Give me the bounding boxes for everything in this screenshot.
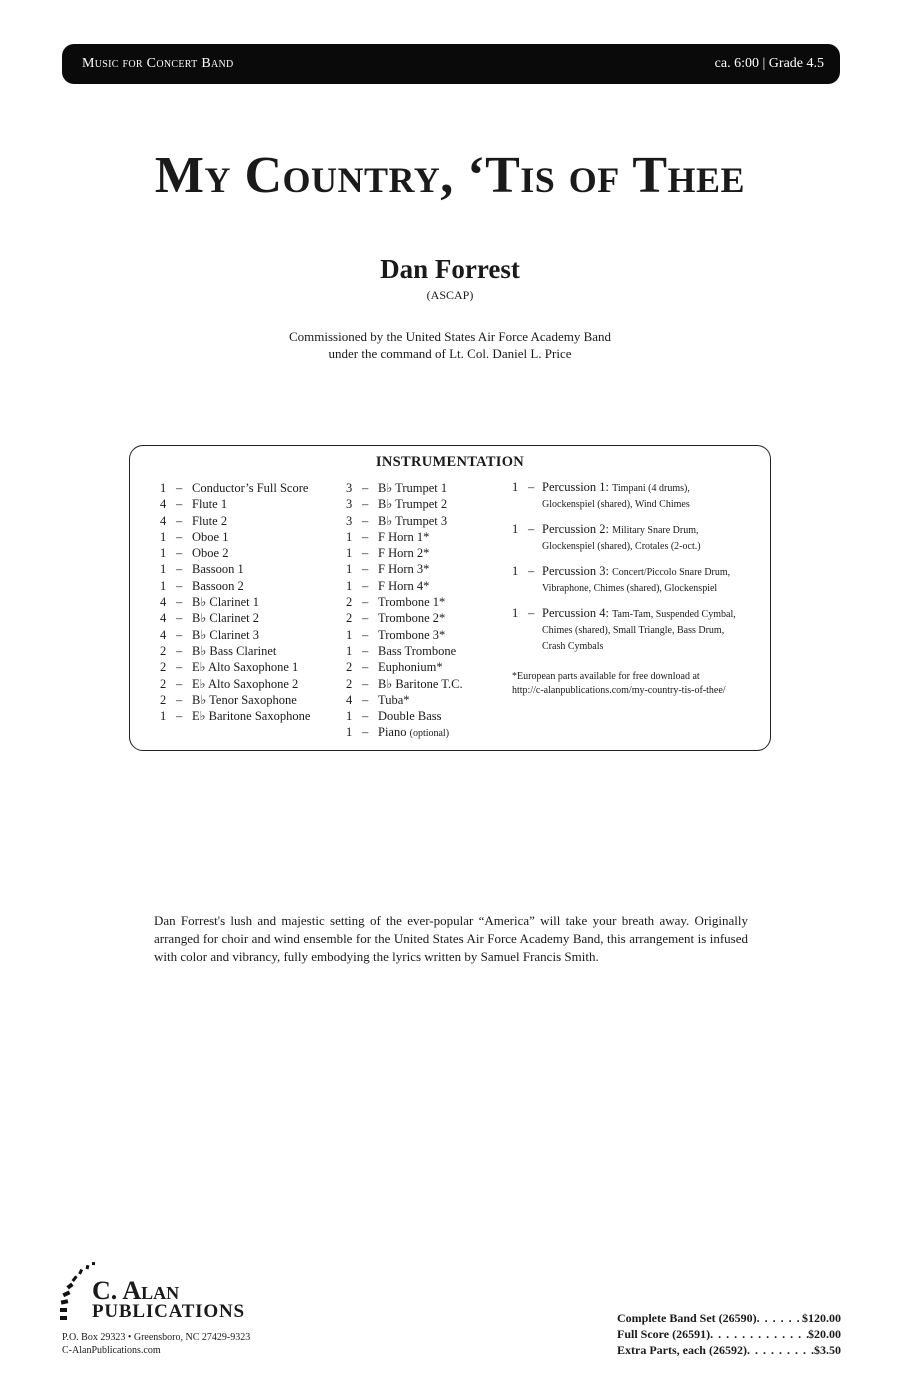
banner-duration-grade: ca. 6:00 | Grade 4.5 <box>714 56 824 71</box>
instrument-row: 1 – F Horn 1* <box>346 529 430 544</box>
page-title: My Country, ‘Tis of Thee <box>154 147 746 204</box>
description-paragraph: Dan Forrest's lush and majestic setting of the ever-popular “America” will take your breath away. Originally arranged for choir and wind ensemble for the United States Air Force Academy Band, this arrangement is infused with color and vibrancy, fully embodying the lyrics written by Samuel Francis Smith. <box>154 913 748 964</box>
publisher-name: C. Alan <box>92 1276 180 1305</box>
instrument-row: 1 – Trombone 3* <box>346 627 446 642</box>
instrument-row: 2 – B♭ Baritone T.C. <box>346 676 463 691</box>
percussion-row: 1 – Percussion 2: Military Snare Drum, Glockenspiel (shared), Crotales (2-oct.) <box>512 522 701 552</box>
instrument-row: 1 – Bassoon 1 <box>160 562 244 577</box>
instrument-row: 4 – B♭ Clarinet 1 <box>160 595 259 610</box>
instrument-row: 4 – Flute 2 <box>160 513 228 528</box>
instrument-row: 4 – B♭ Clarinet 2 <box>160 611 259 626</box>
instrument-row: 3 – B♭ Trumpet 3 <box>346 513 448 528</box>
instrumentation-heading: INSTRUMENTATION <box>375 454 525 470</box>
instrument-row: 1 – Bass Trombone <box>346 643 457 658</box>
instrumentation-column-woodwinds <box>160 480 310 724</box>
percussion-row: 1 – Percussion 1: Timpani (4 drums), Glockenspiel (shared), Wind Chimes <box>512 480 690 510</box>
commission-note <box>0 328 900 362</box>
instrument-row: 2 – B♭ Tenor Saxophone <box>160 692 297 707</box>
european-parts-note: *European parts available for free download at http://c-alanpublications.com/my-country-tis-of-thee/ <box>512 670 764 698</box>
composer-affiliation: (ASCAP) <box>426 288 474 302</box>
price-list <box>617 1310 841 1358</box>
instrument-row: 1 – Oboe 2 <box>160 546 229 561</box>
instrumentation-box <box>129 445 771 751</box>
instrument-row: 1 – Bassoon 2 <box>160 578 244 593</box>
composer-name: Dan Forrest <box>380 254 520 284</box>
publisher-subtitle: PUBLICATIONS <box>92 1301 245 1322</box>
instrument-row: 4 – Tuba* <box>346 692 410 707</box>
instrument-row: 1 – Double Bass <box>346 709 442 724</box>
instrument-row: 2 – E♭ Alto Saxophone 1 <box>160 660 299 675</box>
instrument-row: 1 – Piano (optional) <box>346 725 450 740</box>
instrument-row: 2 – E♭ Alto Saxophone 2 <box>160 676 299 691</box>
publisher-logo <box>58 1246 298 1358</box>
banner-category: Music for Concert Band <box>82 56 234 71</box>
instrument-row: 1 – F Horn 3* <box>346 562 430 577</box>
instrument-row: 4 – B♭ Clarinet 3 <box>160 627 259 642</box>
instrument-row: 1 – Conductor’s Full Score <box>160 481 309 495</box>
european-parts-link[interactable]: http://c-alanpublications.com/my-country-tis-of-thee/ <box>512 685 726 696</box>
instrumentation-column-brass <box>346 480 463 741</box>
price-row: Extra Parts, each (26592) . . . $3.50 <box>617 1342 841 1358</box>
optional-note: (optional) <box>409 728 450 740</box>
price-row: Complete Band Set (26590) . . . $120.00 <box>617 1310 841 1326</box>
instrument-row: 1 – F Horn 2* <box>346 546 430 561</box>
price-row: Full Score (26591) . . . $20.00 <box>617 1326 841 1342</box>
percussion-row: 1 – Percussion 4: Tam-Tam, Suspended Cymbal, Chimes (shared), Small Triangle, Bass Drum, Crash Cymbals <box>512 606 736 652</box>
instrument-row: 2 – Trombone 1* <box>346 595 446 610</box>
instrument-row: 3 – B♭ Trumpet 2 <box>346 497 448 512</box>
instrument-row: 2 – Trombone 2* <box>346 611 446 626</box>
instrument-row: 1 – F Horn 4* <box>346 578 430 593</box>
publisher-website[interactable]: C-AlanPublications.com <box>62 1345 161 1356</box>
instrument-row: 4 – Flute 1 <box>160 497 228 512</box>
instrumentation-column-percussion <box>512 480 764 698</box>
commission-line-1: Commissioned by the United States Air Force Academy Band <box>288 329 612 344</box>
instrument-row: 2 – B♭ Bass Clarinet <box>160 643 277 658</box>
instrument-row: 1 – E♭ Baritone Saxophone <box>160 709 311 724</box>
header-banner <box>62 44 840 84</box>
percussion-row: 1 – Percussion 3: Concert/Piccolo Snare Drum, Vibraphone, Chimes (shared), Glockenspiel <box>512 564 731 594</box>
instrument-row: 3 – B♭ Trumpet 1 <box>346 481 448 495</box>
instrument-row: 1 – Oboe 1 <box>160 529 229 544</box>
commission-line-2: under the command of Lt. Col. Daniel L. Price <box>328 346 572 361</box>
publisher-address: P.O. Box 29323 • Greensboro, NC 27429-9323 <box>62 1332 251 1343</box>
instrument-row: 2 – Euphonium* <box>346 660 443 675</box>
